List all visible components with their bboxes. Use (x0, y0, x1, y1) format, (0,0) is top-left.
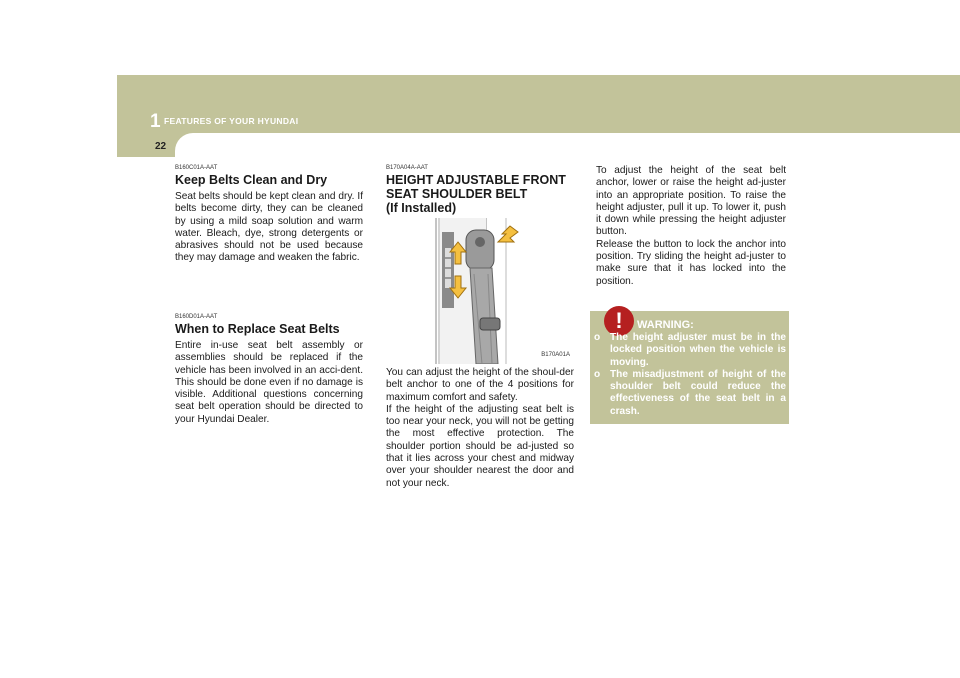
title-line-3: (If Installed) (386, 201, 457, 215)
section-body: You can adjust the height of the shoul-der belt anchor to one of the 4 positions for maximum comfort and safety. If the height of the adjusting seat belt is too near your neck, you will not be getting the most effective protection. The shoulder portion should be ad-justed so that it lies across your chest and midway over your shoulder nearest the door and not your neck. (386, 367, 574, 489)
bullet: o (594, 368, 601, 380)
section-body: Seat belts should be kept clean and dry. If belts become dirty, they can be cleaned by using a mild soap solution and warm water. Bleach, dye, strong detergents or abrasives should not be used because they may damage and weaken the fabric. (175, 191, 363, 264)
left-column (175, 165, 363, 265)
warning-item (594, 369, 786, 418)
figure-code: B170A01A (541, 352, 570, 358)
section-body: To adjust the height of the seat belt anchor, lower or raise the height ad-juster into an appropriate position. To raise the height adjuster, pull it up. To lower it, push it down while pressing the height adjuster button. Release the button to lock the anchor into position. Try sliding the height ad-juster to make sure that it has locked into the position. (596, 165, 786, 287)
left-column-section-2 (175, 314, 363, 426)
warning-item-text: The misadjustment of height of the shoulder belt could reduce the effectiveness of the seat belt in a crash. (610, 368, 786, 417)
belt-illustration (386, 218, 574, 364)
section-code: B170A04A-AAT (386, 165, 428, 171)
warning-icon: ! (604, 306, 634, 336)
middle-column-body (386, 367, 574, 490)
warning-title: WARNING: (637, 319, 694, 331)
chapter-number: 1 (150, 111, 161, 132)
section-title: Keep Belts Clean and Dry (175, 173, 328, 187)
page-number: 22 (155, 141, 167, 152)
belt-height-adjuster-figure (386, 218, 574, 364)
warning-list (594, 332, 786, 418)
section-title (386, 173, 574, 215)
section-code: B160D01A-AAT (175, 314, 218, 320)
title-line-2: SEAT SHOULDER BELT (386, 187, 528, 201)
section-title: When to Replace Seat Belts (175, 322, 340, 336)
chapter-title: FEATURES OF YOUR HYUNDAI (164, 116, 299, 126)
warning-item-text: The height adjuster must be in the locked position when the vehicle is moving. (610, 332, 786, 368)
title-line-1: HEIGHT ADJUSTABLE FRONT (386, 173, 566, 187)
section-code: B160C01A-AAT (175, 165, 218, 171)
header-curve (117, 133, 960, 157)
middle-column-heading (386, 165, 574, 221)
section-body: Entire in-use seat belt assembly or assemblies should be replaced if the vehicle has been involved in an acci-dent. This should be done even if no damage is visible. Additional questions concerning seat belt operation should be directed to your Hyundai Dealer. (175, 340, 363, 425)
bullet: o (594, 332, 601, 343)
right-column-body (596, 165, 786, 288)
warning-item (594, 332, 786, 369)
